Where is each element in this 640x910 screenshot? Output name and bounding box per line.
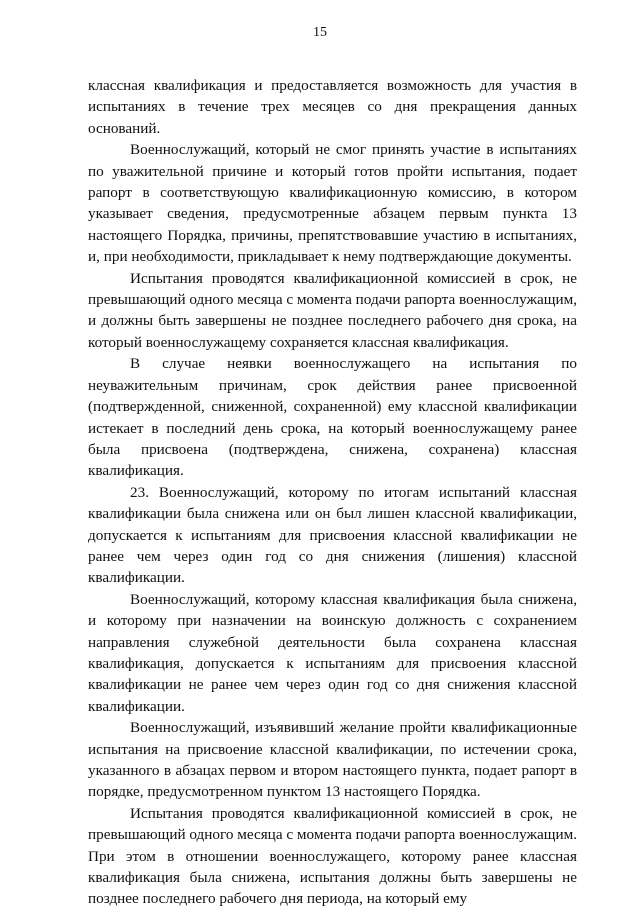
paragraph-item-23: 23. Военнослужащий, которому по итогам испытаний классная квалификации была снижена или он был лишен классной квалификации, допускается к испытаниям для присвоения классной квалификации не ранее чем через один год со дня снижения (лишения) классной квалификации. [88,483,577,587]
paragraph: Испытания проводятся квалификационной комиссией в срок, не превышающий одного месяца с момента подачи рапорта военнослужащим, и должны быть завершены не позднее последнего рабочего дня срока, на который военнослужащему сохраняется классная квалификация. [88,269,577,351]
paragraph-continuation: классная квалификация и предоставляется возможность для участия в испытаниях в течение трех месяцев со дня прекращения данных оснований. [88,77,577,137]
paragraph: Испытания проводятся квалификационной комиссией в срок, не превышающий одного месяца с момента подачи рапорта военнослужащим. При этом в отношении военнослужащего, которому ранее классная квалификация была снижена, испытания должны быть завершены не позднее последнего рабочего дня периода, на который ему [88,804,577,908]
paragraph: Военнослужащий, изъявивший желание пройти квалификационные испытания на присвоение классной квалификации, по истечении срока, указанного в абзацах первом и втором настоящего пункта, подает рапорт в порядке, предусмотренном пунктом 13 настоящего Порядка. [88,719,577,801]
page-number: 15 [313,25,327,40]
paragraph: Военнослужащий, который не смог принять участие в испытаниях по уважительной причине и который готов пройти испытания, подает рапорт в соответствующую квалификационную комиссию, в котором указывает сведения, предусмотренные абзацем первым пункта 13 настоящего Порядка, причины, препятствовавшие участию в испытаниях, и, при необходимости, прикладывает к нему подтверждающие документы. [88,141,577,266]
paragraph: В случае неявки военнослужащего на испытания по неуважительным причинам, срок действия ранее присвоенной (подтвержденной, сниженной, сохраненной) ему классной квалификации истекает в последний день срока, на который военнослужащему ранее была присвоена (подтверждена, снижена, сохранена) классная квалификация. [88,355,577,480]
document-body [88,75,577,910]
paragraph: Военнослужащий, которому классная квалификация была снижена, и которому при назначении на воинскую должность с сохранением направления служебной деятельности была сохранена классная квалификация, допускается к испытаниям для присвоения классной квалификации не ранее чем через один год со дня снижения классной квалификации. [88,590,577,715]
